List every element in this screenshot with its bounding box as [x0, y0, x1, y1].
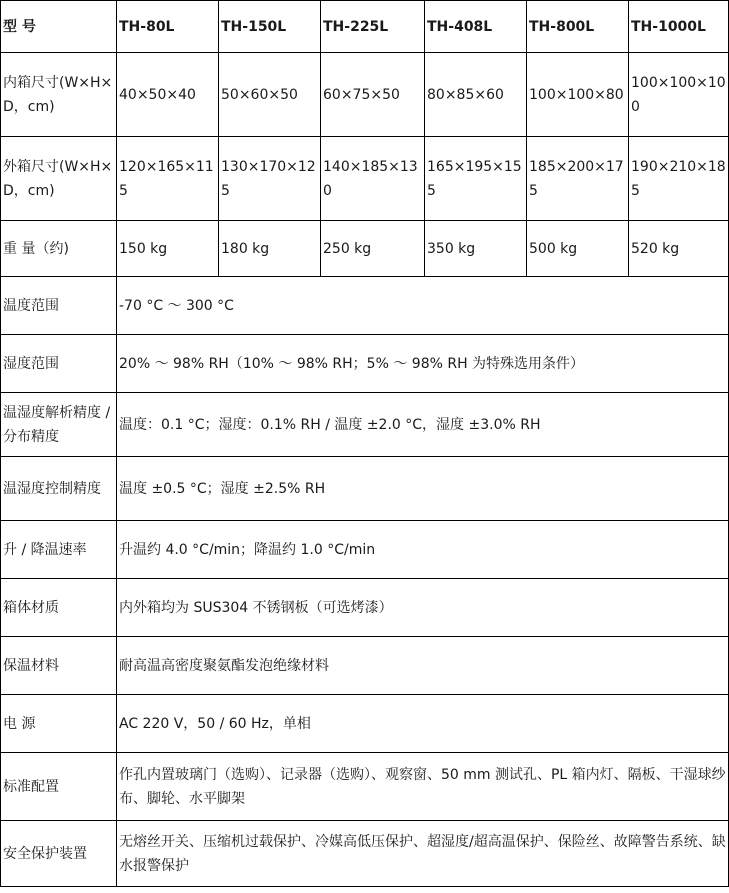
header-row — [1, 1, 729, 53]
safety-row — [1, 821, 729, 887]
model-label: 型 号 — [1, 1, 117, 53]
weight-cell: 350 kg — [425, 221, 527, 277]
inner-size-label: 内箱尺寸(W×H×D，cm) — [1, 53, 117, 137]
weight-cell: 180 kg — [219, 221, 321, 277]
outer-size-cell: 130×170×125 — [219, 137, 321, 221]
weight-row — [1, 221, 729, 277]
control-label: 温湿度控制精度 — [1, 457, 117, 521]
power-value: AC 220 V，50 / 60 Hz，单相 — [117, 695, 729, 753]
outer-size-row — [1, 137, 729, 221]
weight-cell: 150 kg — [117, 221, 219, 277]
weight-cell: 520 kg — [629, 221, 729, 277]
model-th-408l: TH-408L — [425, 1, 527, 53]
model-th-150l: TH-150L — [219, 1, 321, 53]
temp-range-label: 温度范围 — [1, 277, 117, 335]
inner-size-cell: 100×100×100 — [629, 53, 729, 137]
standard-config-row — [1, 753, 729, 821]
weight-cell: 500 kg — [527, 221, 629, 277]
outer-size-label: 外箱尺寸(W×H×D，cm) — [1, 137, 117, 221]
outer-size-cell: 140×185×130 — [321, 137, 425, 221]
control-value: 温度 ±0.5 °C；湿度 ±2.5% RH — [117, 457, 729, 521]
humidity-range-label: 湿度范围 — [1, 335, 117, 393]
model-th-225l: TH-225L — [321, 1, 425, 53]
outer-size-cell: 185×200×175 — [527, 137, 629, 221]
rate-row — [1, 521, 729, 579]
weight-cell: 250 kg — [321, 221, 425, 277]
humidity-range-value: 20% ～ 98% RH（10% ～ 98% RH；5% ～ 98% RH 为特殊选用条件） — [117, 335, 729, 393]
standard-config-value: 作孔内置玻璃门（选购）、记录器（选购）、观察窗、50 mm 测试孔、PL 箱内灯、隔板、干湿球纱布、脚轮、水平脚架 — [117, 753, 729, 821]
rate-label: 升 / 降温速率 — [1, 521, 117, 579]
safety-value: 无熔丝开关、压缩机过载保护、冷媒高低压保护、超湿度/超高温保护、保险丝、故障警告系统、缺水报警保护 — [117, 821, 729, 887]
model-th-1000l: TH-1000L — [629, 1, 729, 53]
model-th-800l: TH-800L — [527, 1, 629, 53]
resolution-row — [1, 393, 729, 457]
model-th-80l: TH-80L — [117, 1, 219, 53]
temp-range-row — [1, 277, 729, 335]
outer-size-cell: 120×165×115 — [117, 137, 219, 221]
outer-size-cell: 165×195×155 — [425, 137, 527, 221]
insulation-row — [1, 637, 729, 695]
inner-size-cell: 80×85×60 — [425, 53, 527, 137]
humidity-range-row — [1, 335, 729, 393]
standard-config-label: 标准配置 — [1, 753, 117, 821]
safety-label: 安全保护装置 — [1, 821, 117, 887]
inner-size-cell: 60×75×50 — [321, 53, 425, 137]
control-row — [1, 457, 729, 521]
rate-value: 升温约 4.0 °C/min；降温约 1.0 °C/min — [117, 521, 729, 579]
material-label: 箱体材质 — [1, 579, 117, 637]
inner-size-cell: 40×50×40 — [117, 53, 219, 137]
inner-size-row — [1, 53, 729, 137]
insulation-label: 保温材料 — [1, 637, 117, 695]
temp-range-value: -70 °C ～ 300 °C — [117, 277, 729, 335]
power-row — [1, 695, 729, 753]
inner-size-cell: 50×60×50 — [219, 53, 321, 137]
power-label: 电 源 — [1, 695, 117, 753]
inner-size-cell: 100×100×80 — [527, 53, 629, 137]
outer-size-cell: 190×210×185 — [629, 137, 729, 221]
resolution-value: 温度：0.1 °C；湿度：0.1% RH / 温度 ±2.0 °C，湿度 ±3.0% RH — [117, 393, 729, 457]
material-value: 内外箱均为 SUS304 不锈钢板（可选烤漆） — [117, 579, 729, 637]
weight-label: 重 量（约) — [1, 221, 117, 277]
insulation-value: 耐高温高密度聚氨酯发泡绝缘材料 — [117, 637, 729, 695]
material-row — [1, 579, 729, 637]
resolution-label: 温湿度解析精度 / 分布精度 — [1, 393, 117, 457]
